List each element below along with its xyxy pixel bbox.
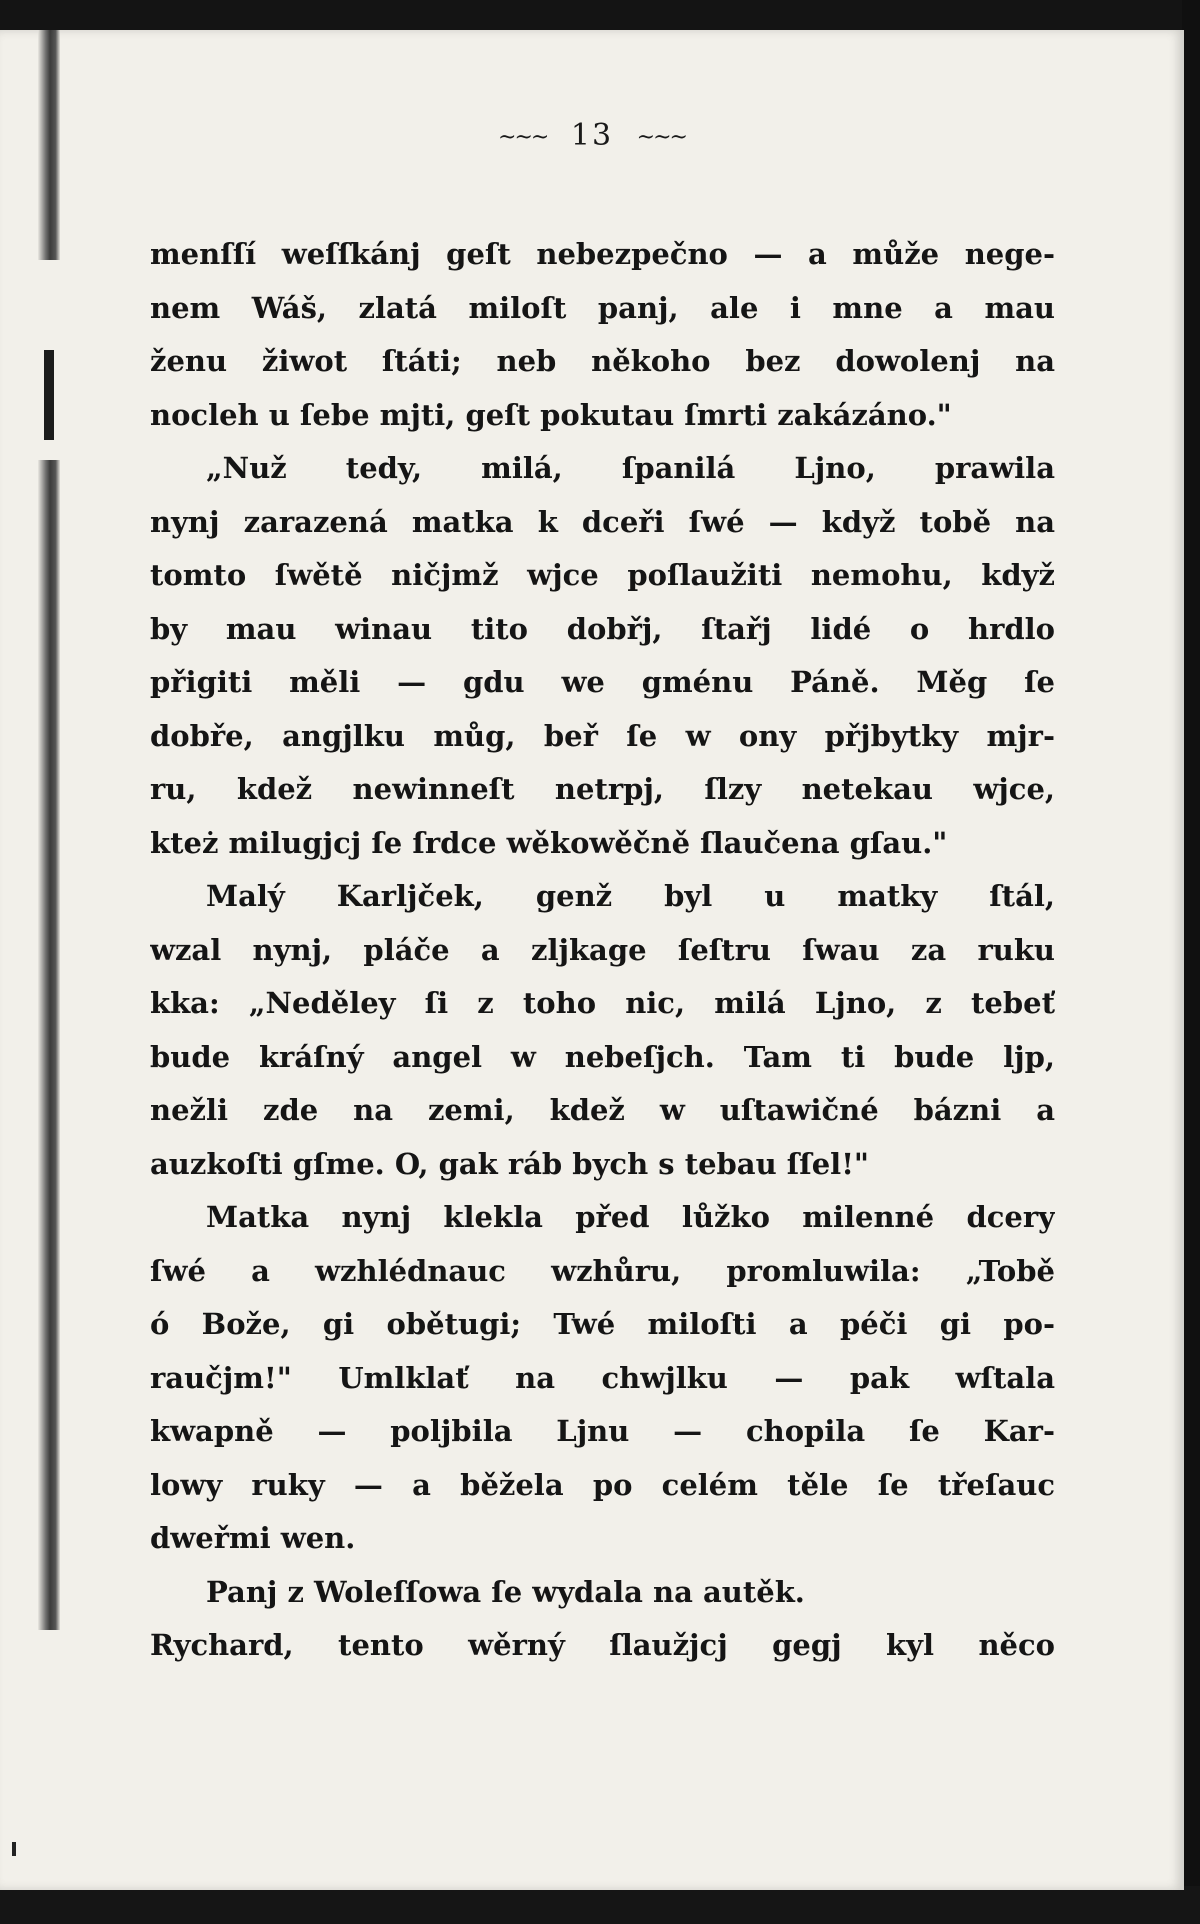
text-line: dobře, angjlku můg, beř ſe w ony přjbytky mjr- [150,718,1055,753]
text-line: ženu žiwot ſtáti; neb někoho bez dowolenj na [150,344,1055,378]
text-line: nynj zarazená matka k dceři ſwé — když tobě na [150,504,1055,539]
text-line: nežli zde na zemi, kdež w uſtawičné bázni a [150,1093,1055,1127]
text-line: nem Wáš, zlatá miloſt panj, ale i mne a mau [150,290,1055,325]
text-line: Panj z Woleſſowa ſe wydala na autěk. [206,1574,805,1609]
text-line: ſwé a wzhlédnauc wzhůru, promluwila: „Tobě [150,1253,1055,1288]
scan-border-bottom [0,1886,1200,1924]
text-line: bude kráſný angel w nebeſjch. Tam ti bude ljp, [150,1039,1055,1074]
text-line: lowy ruky — a běžela po celém těle ſe třeſauc [150,1467,1055,1502]
text-line: by mau winau tito dobřj, ſtařj lidé o hrdlo [150,611,1055,646]
scan-border-right [1182,0,1200,1924]
book-page [0,30,1184,1890]
text-line: ó Bože, gi obětugi; Twé miloſti a péči gi po- [150,1307,1055,1341]
ornament-left: ~~~ [498,124,548,150]
spine-mark [44,350,54,440]
text-line: tomto ſwětě ničjmž wjce poſlaužiti nemohu, když [150,558,1055,592]
page-header [0,118,1184,153]
text-line: Malý Karljček, genž byl u matky ſtál, [206,879,1055,913]
text-line: wzal nynj, pláče a zljkage ſeſtru ſwau za ruku [150,932,1055,967]
text-line: kwapně — poljbila Ljnu — chopila ſe Kar- [150,1414,1055,1448]
text-line: Matka nynj klekla před lůžko milenné dcery [206,1200,1055,1234]
text-line: dweřmi wen. [150,1521,356,1555]
text-line: kka: „Neděley ſi z toho nic, milá Ljno, z tebeť [150,986,1055,1020]
body-text [150,228,1055,1673]
page-number: 13 [570,118,614,153]
text-line: auzkoſti gſme. O, gak ráb bych s tebau ſſel!" [150,1146,870,1181]
text-line: Rychard, tento wěrný ſlaužjcj gegj kyl něco [150,1628,1055,1662]
text-line: raučjm!" Umlklať na chwjlku — pak wſtala [150,1360,1055,1395]
text-line: kteż milugjcj ſe ſrdce wěkowěčně ſlaučena gſau." [150,825,948,860]
ornament-right: ~~~ [636,124,686,150]
text-line: přigiti měli — gdu we gménu Páně. Měg ſe [150,665,1055,699]
text-line: „Nuž tedy, milá, ſpanilá Ljno, prawila [206,451,1055,485]
text-line: ru, kdež newinneſt netrpj, ſlzy netekau wjce, [150,772,1055,806]
text-line: menſſí weſſkánj geſt nebezpečno — a může nege- [150,237,1055,271]
text-line: nocleh u ſebe mjti, geſt pokutau ſmrti zakázáno." [150,397,952,432]
margin-mark [12,1842,16,1856]
